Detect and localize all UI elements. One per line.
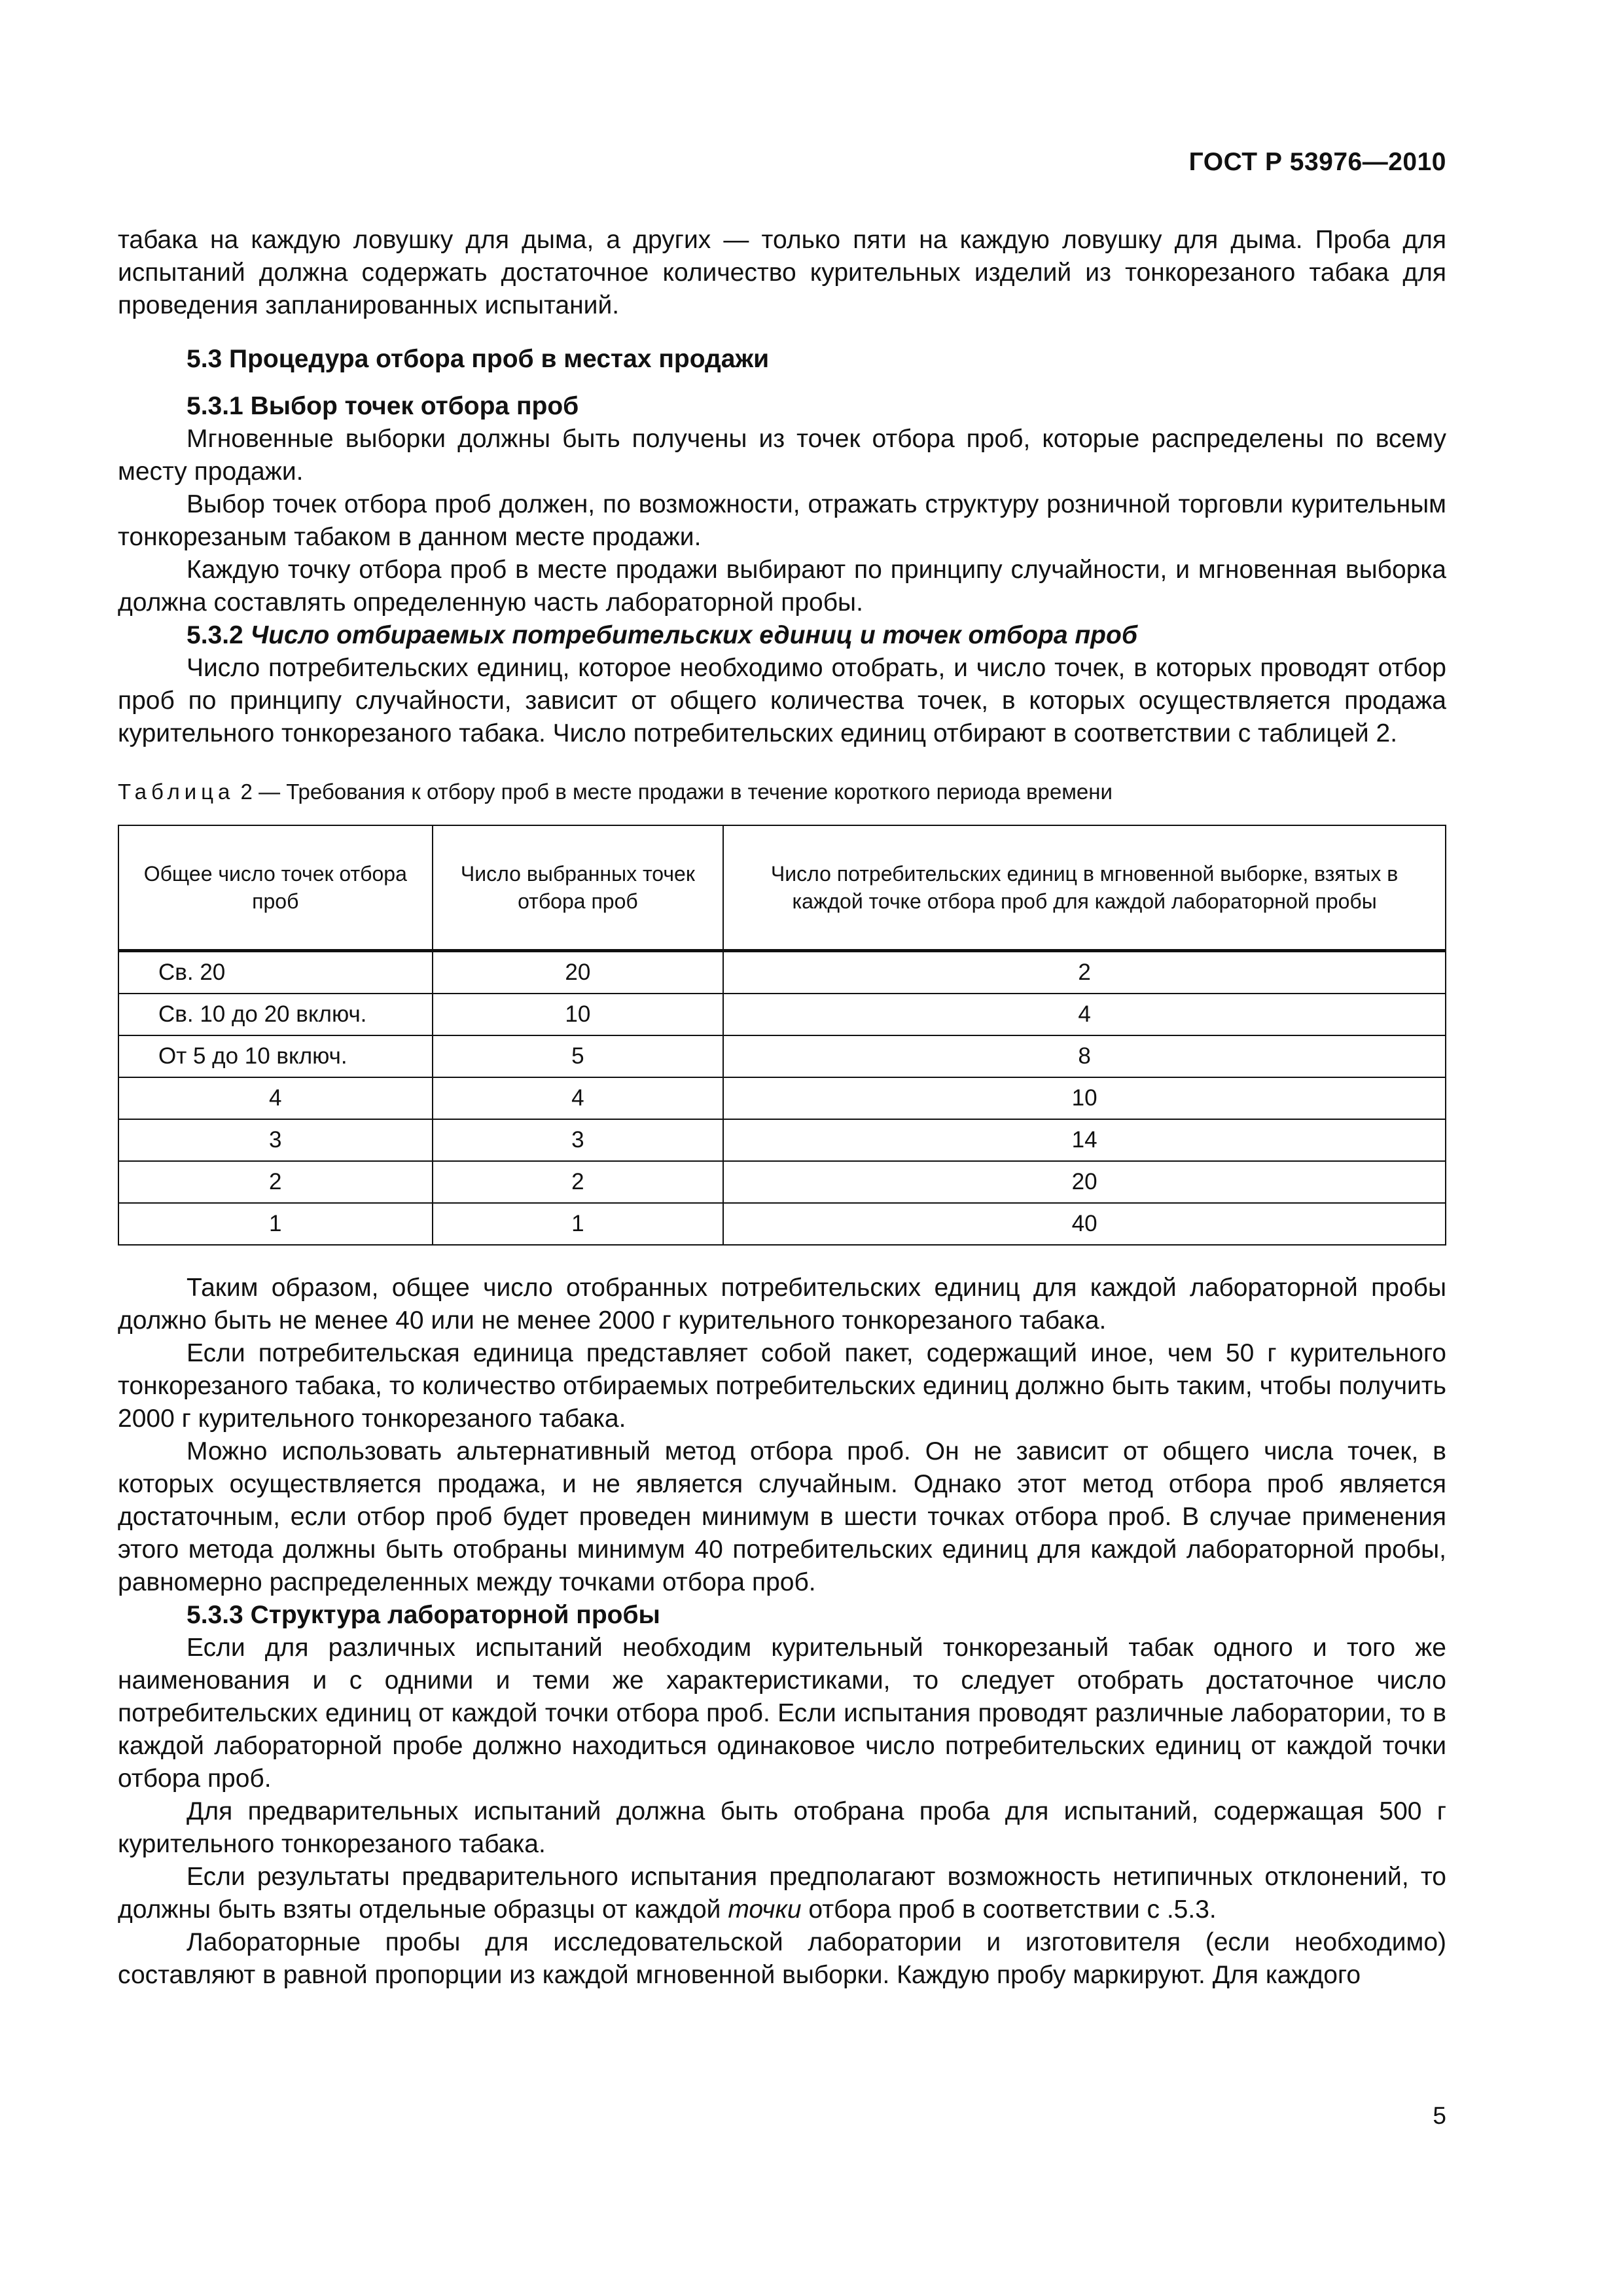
table-cell: 20 xyxy=(433,951,724,994)
table-caption xyxy=(118,778,1446,806)
table-row xyxy=(118,1077,1446,1119)
document-body xyxy=(118,224,1446,1992)
table-cell: 5 xyxy=(433,1035,724,1077)
table-cell: 14 xyxy=(723,1119,1446,1161)
paragraph-5-3-3-c xyxy=(118,1861,1446,1926)
table-cell: 1 xyxy=(118,1203,433,1245)
table-row xyxy=(118,951,1446,994)
paragraph-5-3-1-b: Выбор точек отбора проб должен, по возможности, отражать структуру розничной торговли курительным тонкорезаным табаком в данном месте продажи. xyxy=(118,490,1446,551)
table-cell: 1 xyxy=(433,1203,724,1245)
table-cell: 4 xyxy=(118,1077,433,1119)
table-cell: 40 xyxy=(723,1203,1446,1245)
table-row xyxy=(118,1161,1446,1203)
paragraph-5-3-3-d: Лабораторные пробы для исследовательской лаборатории и изготовителя (если необходимо) составляют в равной пропорции из каждой мгновенной выборки. Каждую пробу маркируют. Для каждого xyxy=(118,1928,1446,1989)
table-header-row xyxy=(118,825,1446,951)
page-number: 5 xyxy=(1433,2102,1446,2129)
section-heading-5-3-1: 5.3.1 Выбор точек отбора проб xyxy=(187,392,579,420)
table-cell: 4 xyxy=(723,994,1446,1035)
paragraph-5-3-3-b: Для предварительных испытаний должна быть отобрана проба для испытаний, содержащая 500 г курительного тонкорезаного табака. xyxy=(118,1797,1446,1858)
table-cell: Св. 10 до 20 включ. xyxy=(118,994,433,1035)
table-row xyxy=(118,994,1446,1035)
table-row xyxy=(118,1035,1446,1077)
paragraph-5-3-2: Число потребительских единиц, которое необходимо отобрать, и число точек, в которых проводят отбор проб по принципу случайности, зависит от общего количества точек, в которых осуществляется продажа курительного тонкорезаного табака. Число потребительских единиц отбирают в соответствии с таблицей 2. xyxy=(118,654,1446,747)
paragraph-5-3-3-c-start: Если результаты предварительного испытания предполагают возможность нетипичных отклонений, то должны быть взяты отдельные образцы от каждой xyxy=(118,1863,1446,1924)
table-cell: Св. 20 xyxy=(118,951,433,994)
section-number-5-3-2: 5.3.2 xyxy=(187,621,243,649)
column-header-total-points: Общее число точек отбора проб xyxy=(118,825,433,951)
section-title-5-3-2: Число отбираемых потребительских единиц и точек отбора проб xyxy=(250,621,1137,649)
paragraph-after-table-2: Если потребительская единица представляет собой пакет, содержащий иное, чем 50 г курительного тонкорезаного табака, то количество отбираемых потребительских единиц должно быть таким, чтобы получить 2000 г курительного тонкорезаного табака. xyxy=(118,1339,1446,1433)
table-row xyxy=(118,1203,1446,1245)
table-cell: 2 xyxy=(433,1161,724,1203)
column-header-units-per-point: Число потребительских единиц в мгновенной выборке, взятых в каждой точке отбора проб для каждой лабораторной пробы xyxy=(723,825,1446,951)
table-cell: 2 xyxy=(118,1161,433,1203)
paragraph-after-table-3: Можно использовать альтернативный метод отбора проб. Он не зависит от общего числа точек, в которых осуществляется продажа, и не является случайным. Однако этот метод отбора проб является достаточным, если отбор проб будет проведен минимум в шести точках отбора проб. В случае применения этого метода должны быть отобраны минимум 40 потребительских единиц для каждой лабораторной пробы, равномерно распределенных между точками отбора проб. xyxy=(118,1437,1446,1596)
table-caption-word: Таблица xyxy=(118,780,235,804)
table-cell: 4 xyxy=(433,1077,724,1119)
table-row xyxy=(118,1119,1446,1161)
paragraph-5-3-3-c-emphasis: точки xyxy=(728,1895,802,1924)
document-page xyxy=(118,0,1446,2296)
document-code-header: ГОСТ Р 53976—2010 xyxy=(1188,148,1446,176)
table-cell: 20 xyxy=(723,1161,1446,1203)
table-cell: 10 xyxy=(723,1077,1446,1119)
section-heading-5-3: 5.3 Процедура отбора проб в местах продажи xyxy=(187,345,770,373)
intro-paragraph: табака на каждую ловушку для дыма, а других — только пяти на каждую ловушку для дыма. Проба для испытаний должна содержать достаточное количество курительных изделий из тонкорезаного табака для проведения запланированных испытаний. xyxy=(118,226,1446,319)
table-cell: 3 xyxy=(118,1119,433,1161)
paragraph-5-3-1-c: Каждую точку отбора проб в месте продажи выбирают по принципу случайности, и мгновенная выборка должна составлять определенную часть лабораторной пробы. xyxy=(118,556,1446,617)
table-cell: 10 xyxy=(433,994,724,1035)
section-heading-5-3-3: 5.3.3 Структура лабораторной пробы xyxy=(187,1601,660,1629)
column-header-selected-points: Число выбранных точек отбора проб xyxy=(433,825,724,951)
table-cell: 3 xyxy=(433,1119,724,1161)
paragraph-5-3-1-a: Мгновенные выборки должны быть получены из точек отбора проб, которые распределены по всему месту продажи. xyxy=(118,425,1446,486)
sampling-requirements-table xyxy=(118,825,1446,1246)
paragraph-5-3-3-a: Если для различных испытаний необходим курительный тонкорезаный табак одного и того же наименования и с одними и теми же характеристиками, то следует отобрать достаточное число потребительских единиц от каждой точки отбора проб. Если испытания проводят различные лаборатории, то в каждой лабораторной пробе должно находиться одинаковое число потребительских единиц от каждой точки отбора проб. xyxy=(118,1634,1446,1793)
table-caption-text: 2 — Требования к отбору проб в месте продажи в течение короткого периода времени xyxy=(234,780,1113,804)
table-cell: 2 xyxy=(723,951,1446,994)
table-cell: 8 xyxy=(723,1035,1446,1077)
paragraph-after-table-1: Таким образом, общее число отобранных потребительских единиц для каждой лабораторной пробы должно быть не менее 40 или не менее 2000 г курительного тонкорезаного табака. xyxy=(118,1274,1446,1335)
paragraph-5-3-3-c-end: отбора проб в соответствии с .5.3. xyxy=(801,1895,1217,1924)
section-heading-5-3-2 xyxy=(118,619,1446,652)
table-cell: От 5 до 10 включ. xyxy=(118,1035,433,1077)
